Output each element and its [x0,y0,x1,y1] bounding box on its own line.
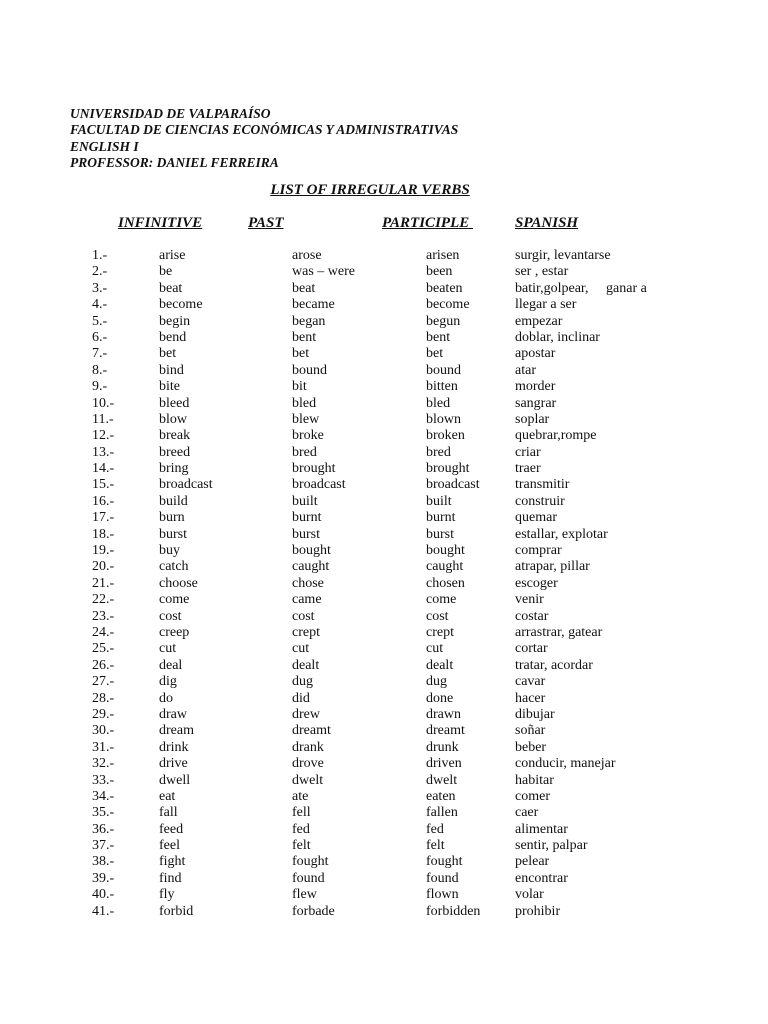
verb-past: found [292,870,325,886]
verb-infinitive: dream [159,723,194,739]
verb-participle: arisen [426,248,460,263]
table-row [0,756,768,772]
table-row [0,822,768,838]
verb-list [0,248,768,920]
verb-participle: bound [426,362,461,378]
table-row [0,543,768,559]
verb-participle: begun [426,313,461,329]
column-header-past: PAST [248,215,284,231]
verb-spanish: doblar, inclinar [515,329,600,345]
verb-spanish: arrastrar, gatear [515,624,603,640]
header-faculty: FACULTAD DE CIENCIAS ECONÓMICAS Y ADMINISTRATIVAS [70,122,459,138]
verb-infinitive: dwell [159,772,191,788]
verb-number: 10.- [92,395,115,411]
verb-past: dealt [292,657,320,673]
verb-participle: fed [426,821,444,837]
verb-spanish: escoger [515,575,558,591]
table-row [0,461,768,477]
verb-infinitive: catch [159,559,189,575]
table-row [0,789,768,805]
verb-infinitive: become [159,297,203,313]
verb-infinitive: forbid [159,903,194,919]
verb-past: forbade [292,903,335,919]
verb-past: became [292,297,335,313]
table-row [0,428,768,444]
verb-past: drank [292,739,324,755]
verb-participle: caught [426,559,464,575]
verb-number: 23.- [92,608,115,624]
table-row [0,773,768,789]
verb-past: was – were [292,264,355,280]
table-row [0,609,768,625]
verb-past: built [292,493,318,509]
verb-participle: burst [426,526,454,542]
verb-spanish: habitar [515,772,554,788]
column-header-participle: PARTICIPLE [382,215,473,231]
table-row [0,281,768,297]
verb-infinitive: find [159,870,182,886]
verb-number: 27.- [92,674,115,690]
verb-spanish: batir,golpear, ganar a [515,280,647,296]
verb-number: 5.- [92,313,108,329]
verb-number: 41.- [92,903,115,919]
column-header-infinitive: INFINITIVE [118,215,203,231]
verb-infinitive: drive [159,756,188,772]
verb-infinitive: bite [159,379,180,395]
table-row [0,838,768,854]
verb-spanish: soñar [515,723,546,739]
verb-spanish: apostar [515,346,556,362]
verb-number: 40.- [92,887,115,903]
verb-number: 14.- [92,461,115,477]
table-row [0,740,768,756]
verb-infinitive: buy [159,543,180,559]
verb-number: 26.- [92,657,115,673]
table-row [0,314,768,330]
verb-number: 39.- [92,870,115,886]
verb-infinitive: bend [159,329,187,345]
verb-past: dreamt [292,723,331,739]
verb-number: 18.- [92,526,115,542]
verb-participle: felt [426,838,445,854]
verb-participle: bred [426,444,451,460]
verb-participle: crept [426,624,454,640]
table-row [0,346,768,362]
verb-past: bled [292,395,317,411]
verb-spanish: llegar a ser [515,297,577,313]
verb-infinitive: drink [159,739,189,755]
verb-past: bought [292,543,331,559]
verb-number: 2.- [92,264,108,280]
table-row [0,477,768,493]
verb-participle: been [426,264,453,280]
verb-infinitive: choose [159,575,198,591]
verb-infinitive: cost [159,608,182,624]
table-row [0,691,768,707]
verb-number: 16.- [92,493,115,509]
verb-past: fed [292,821,310,837]
verb-infinitive: breed [159,444,191,460]
verb-infinitive: cut [159,641,177,657]
verb-spanish: cavar [515,674,546,690]
verb-past: burst [292,526,320,542]
verb-past: drove [292,756,324,772]
verb-infinitive: do [159,690,173,706]
table-row [0,396,768,412]
verb-participle: driven [426,756,462,772]
verb-spanish: beber [515,739,547,755]
document-header [70,106,458,171]
verb-number: 29.- [92,706,115,722]
verb-spanish: construir [515,493,565,509]
verb-number: 7.- [92,346,108,362]
verb-participle: blown [426,411,461,427]
verb-infinitive: burst [159,526,187,542]
verb-number: 1.- [92,248,108,263]
verb-infinitive: creep [159,624,190,640]
verb-participle: come [426,592,457,608]
verb-past: arose [292,248,322,263]
verb-infinitive: broadcast [159,477,213,493]
verb-participle: drawn [426,706,461,722]
verb-past: beat [292,280,316,296]
verb-number: 11.- [92,411,114,427]
verb-number: 6.- [92,329,108,345]
table-row [0,904,768,920]
verb-number: 38.- [92,854,115,870]
verb-past: blew [292,411,320,427]
table-row [0,494,768,510]
table-row [0,248,768,264]
verb-spanish: prohibir [515,903,561,919]
verb-spanish: empezar [515,313,563,329]
verb-spanish: comer [515,788,550,804]
verb-past: drew [292,706,320,722]
verb-number: 12.- [92,428,115,444]
verb-spanish: venir [515,592,544,608]
verb-number: 25.- [92,641,115,657]
verb-number: 8.- [92,362,108,378]
verb-infinitive: be [159,264,173,280]
verb-number: 4.- [92,297,108,313]
verb-spanish: soplar [515,411,550,427]
table-row [0,379,768,395]
verb-participle: bet [426,346,444,362]
table-row [0,723,768,739]
verb-past: dug [292,674,313,690]
table-row [0,510,768,526]
verb-past: dwelt [292,772,324,788]
document-title: LIST OF IRREGULAR VERBS [270,182,470,198]
verb-participle: fought [426,854,463,870]
verb-infinitive: dig [159,674,177,690]
header-course: ENGLISH I [70,138,139,154]
verb-past: came [292,592,322,608]
verb-number: 28.- [92,690,115,706]
verb-participle: fallen [426,805,458,821]
verb-past: cost [292,608,315,624]
verb-spanish: pelear [515,854,550,870]
verb-infinitive: bind [159,362,184,378]
table-row [0,674,768,690]
verb-participle: cut [426,641,444,657]
verb-participle: found [426,870,459,886]
verb-infinitive: fight [159,854,186,870]
verb-infinitive: draw [159,706,187,722]
verb-number: 9.- [92,379,108,395]
header-university: UNIVERSIDAD DE VALPARAÍSO [70,106,271,121]
verb-participle: beaten [426,280,463,296]
verb-spanish: tratar, acordar [515,657,593,673]
verb-number: 36.- [92,821,115,837]
verb-participle: cost [426,608,449,624]
verb-number: 20.- [92,559,115,575]
verb-participle: forbidden [426,903,481,919]
verb-number: 17.- [92,510,115,526]
verb-past: ate [292,788,309,804]
verb-spanish: sangrar [515,395,557,411]
verb-past: began [292,313,326,329]
verb-spanish: volar [515,887,544,903]
verb-participle: dealt [426,657,454,673]
verb-spanish: sentir, palpar [515,838,588,854]
verb-infinitive: feel [159,838,180,854]
table-row [0,592,768,608]
verb-spanish: cortar [515,641,548,657]
verb-infinitive: feed [159,821,184,837]
column-header-spanish: SPANISH [515,215,579,231]
verb-past: fell [292,805,311,821]
header-professor: PROFESSOR: DANIEL FERREIRA [70,154,279,170]
verb-spanish: estallar, explotar [515,526,608,542]
verb-number: 13.- [92,444,115,460]
table-row [0,887,768,903]
verb-spanish: alimentar [515,821,568,837]
verb-past: broadcast [292,477,346,493]
verb-spanish: atar [515,362,536,378]
table-row [0,854,768,870]
verb-past: broke [292,428,324,444]
verb-past: bred [292,444,317,460]
verb-infinitive: arise [159,248,186,263]
verb-past: felt [292,838,311,854]
verb-participle: dreamt [426,723,465,739]
table-row [0,559,768,575]
table-row [0,264,768,280]
verb-infinitive: deal [159,657,183,673]
verb-number: 19.- [92,543,115,559]
verb-participle: brought [426,461,470,477]
verb-spanish: transmitir [515,477,570,493]
verb-infinitive: eat [159,788,176,804]
table-row [0,805,768,821]
verb-number: 33.- [92,772,115,788]
verb-participle: flown [426,887,459,903]
verb-number: 30.- [92,723,115,739]
table-row [0,658,768,674]
verb-participle: bled [426,395,451,411]
verb-past: chose [292,575,324,591]
verb-infinitive: burn [159,510,185,526]
verb-infinitive: fly [159,887,175,903]
verb-infinitive: beat [159,280,183,296]
verb-spanish: encontrar [515,870,568,886]
verb-participle: eaten [426,788,456,804]
verb-participle: dwelt [426,772,458,788]
verb-number: 32.- [92,756,115,772]
table-row [0,576,768,592]
verb-spanish: comprar [515,543,562,559]
verb-past: did [292,690,310,706]
verb-number: 21.- [92,575,115,591]
verb-past: bit [292,379,307,395]
verb-participle: broadcast [426,477,480,493]
verb-infinitive: blow [159,411,187,427]
verb-participle: bent [426,329,451,345]
verb-past: bet [292,346,310,362]
verb-spanish: ser , estar [515,264,569,280]
verb-number: 3.- [92,280,108,296]
verb-spanish: criar [515,444,541,460]
verb-past: bent [292,329,317,345]
verb-past: flew [292,887,317,903]
verb-infinitive: begin [159,313,191,329]
verb-infinitive: bring [159,461,189,477]
verb-spanish: hacer [515,690,546,706]
table-row [0,527,768,543]
verb-spanish: caer [515,805,539,821]
verb-past: cut [292,641,310,657]
verb-past: crept [292,624,320,640]
table-row [0,871,768,887]
verb-participle: broken [426,428,465,444]
table-row [0,445,768,461]
verb-participle: bought [426,543,465,559]
verb-participle: built [426,493,452,509]
verb-participle: drunk [426,739,459,755]
verb-infinitive: fall [159,805,178,821]
table-row [0,363,768,379]
verb-participle: done [426,690,454,706]
verb-past: burnt [292,510,322,526]
verb-spanish: quemar [515,510,557,526]
verb-infinitive: build [159,493,188,509]
verb-number: 31.- [92,739,115,755]
verb-number: 24.- [92,624,115,640]
verb-number: 15.- [92,477,115,493]
verb-infinitive: break [159,428,191,444]
verb-spanish: morder [515,379,556,395]
verb-spanish: dibujar [515,706,555,722]
table-row [0,330,768,346]
verb-infinitive: come [159,592,190,608]
verb-participle: become [426,297,470,313]
verb-spanish: surgir, levantarse [515,248,611,263]
verb-past: brought [292,461,336,477]
verb-participle: burnt [426,510,456,526]
table-row [0,625,768,641]
table-row [0,641,768,657]
verb-past: bound [292,362,327,378]
verb-participle: bitten [426,379,458,395]
verb-number: 34.- [92,788,115,804]
verb-spanish: atrapar, pillar [515,559,590,575]
verb-number: 22.- [92,592,115,608]
verb-past: caught [292,559,330,575]
verb-infinitive: bleed [159,395,190,411]
verb-spanish: conducir, manejar [515,756,616,772]
verb-past: fought [292,854,329,870]
verb-number: 35.- [92,805,115,821]
verb-number: 37.- [92,838,115,854]
verb-spanish: quebrar,rompe [515,428,597,444]
verb-infinitive: bet [159,346,177,362]
verb-spanish: traer [515,461,541,477]
table-row [0,707,768,723]
verb-spanish: costar [515,608,549,624]
verb-participle: chosen [426,575,465,591]
table-row [0,297,768,313]
table-row [0,412,768,428]
verb-participle: dug [426,674,447,690]
